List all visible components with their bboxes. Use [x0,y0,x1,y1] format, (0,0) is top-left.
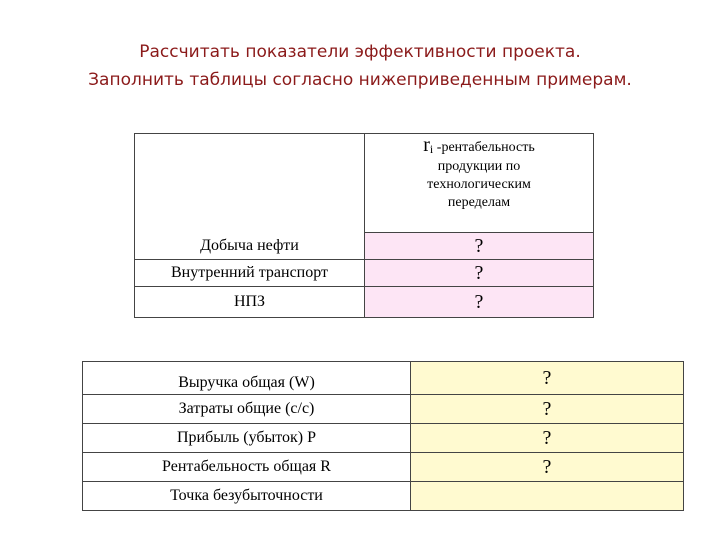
row-label-total-profitability: Рентабельность общая R [83,453,411,482]
table1-header-line-1 [365,136,593,158]
row-label-oil-production: Добыча нефти [135,233,365,260]
table-row [135,233,594,260]
row-label-total-costs: Затраты общие (с/с) [83,395,411,424]
r-subscript: i [429,142,434,156]
value-mark: ? [542,455,552,478]
r-symbol: r [423,134,430,156]
value-mark: ? [542,366,552,389]
table-row [83,424,684,453]
value-cell-oil-production[interactable]: ? [365,233,594,260]
row-label-profit-loss: Прибыль (убыток) Р [83,424,411,453]
value-mark: ? [542,426,552,449]
header-dash: - [433,140,442,155]
table1-header-line-3: технологическим [427,177,531,192]
table-row [83,453,684,482]
table-row [135,287,594,318]
value-cell-total-costs[interactable] [411,395,684,424]
table1-header-line-4: переделам [447,195,511,210]
row-label-total-revenue: Выручка общая (W) [83,362,411,395]
value-cell-profit-loss[interactable] [411,424,684,453]
profitability-by-stage-table [134,133,594,318]
title-line-1: Рассчитать показатели эффективности проекта. [139,42,581,62]
table-row [135,260,594,287]
header-text-1: рентабельность [441,140,535,155]
row-label-break-even-point: Точка безубыточности [83,482,411,511]
table1-header-line-2: продукции по [437,159,521,174]
table-row [83,395,684,424]
value-cell-total-revenue[interactable] [411,362,684,395]
value-mark: ? [542,397,552,420]
project-efficiency-table [82,361,684,511]
value-cell-internal-transport[interactable]: ? [365,260,594,287]
table1-header-empty-cell [135,134,365,233]
instructions-title [0,38,720,94]
table1-header-cell [365,134,594,233]
table-row [83,362,684,395]
row-label-refinery: НПЗ [135,287,365,318]
value-cell-refinery[interactable]: ? [365,287,594,318]
row-label-internal-transport: Внутренний транспорт [135,260,365,287]
title-line-2: Заполнить таблицы согласно нижеприведенным примерам. [88,70,632,90]
table-row [83,482,684,511]
value-cell-total-profitability[interactable] [411,453,684,482]
value-cell-break-even-point[interactable] [411,482,684,511]
